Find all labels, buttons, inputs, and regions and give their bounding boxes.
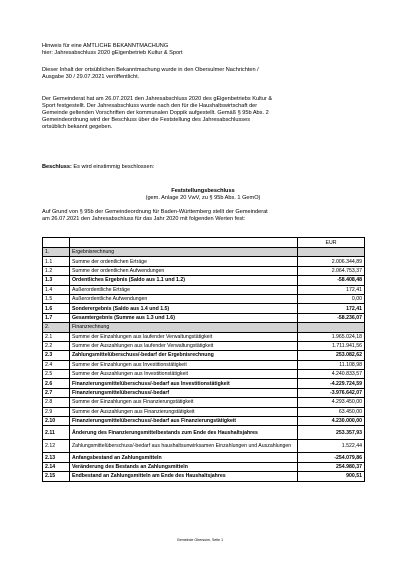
- row-number: 2.11: [43, 426, 70, 440]
- feststellung-text-line-1: Auf Grund von § 95b der Gemeindeordnung für Baden-Württemberg stellt der Gemeinderat: [42, 209, 268, 215]
- row-value: 1.965.024,18: [298, 332, 365, 341]
- row-number: 2.9: [43, 407, 70, 416]
- row-number: 2.10: [43, 417, 70, 426]
- row-value: -58.408,48: [298, 276, 365, 285]
- beschluss-paragraph: [42, 164, 364, 171]
- resolution-line-5: ortsüblich bekannt gegeben.: [42, 124, 113, 130]
- table-row: [43, 472, 365, 481]
- row-number: 2.1: [43, 332, 70, 341]
- resolution-line-2: Sport festgestellt. Der Jahresabschluss wurde nach den für die Haushaltswirtschaft der: [42, 103, 258, 109]
- row-number: 2.7: [43, 388, 70, 397]
- table-row: [43, 370, 365, 379]
- row-number: 2.: [43, 323, 70, 332]
- row-label: Finanzierungsmittelüberschuss/-bedarf aus Finanzierungstätigkeit: [70, 417, 298, 426]
- row-value: 900,51: [298, 472, 365, 481]
- feststellung-subtitle: (gem. Anlage 20 VwV, zu § 95b Abs. 1 GemO): [145, 195, 261, 201]
- row-label: Summe der Auszahlungen aus Investitionstätigkeit: [70, 370, 298, 379]
- table-row: [43, 341, 365, 350]
- row-value: 2.006.344,89: [298, 257, 365, 266]
- row-label: Außerordentliche Erträge: [70, 285, 298, 294]
- beschluss-label: Beschluss:: [42, 164, 72, 170]
- row-label: Endbestand an Zahlungsmitteln am Ende des Haushaltsjahres: [70, 472, 298, 481]
- row-number: 2.13: [43, 453, 70, 462]
- intro-line-2: Ausgabe 30 / 29.07.2021 veröffentlicht.: [42, 74, 140, 80]
- row-label: Sonderergebnis (Saldo aus 1.4 und 1.5): [70, 304, 298, 313]
- resolution-line-4: Gemeindeordnung wird der Beschluss über die Feststellung des Jahresabschlusses: [42, 117, 251, 123]
- row-label: Summe der ordentlichen Aufwendungen: [70, 266, 298, 275]
- feststellung-text-line-2: am 26.07.2021 den Jahresabschluss für das Jahr 2020 mit folgenden Werten fest:: [42, 216, 246, 222]
- row-number: 1.5: [43, 294, 70, 303]
- table-header-row: [43, 238, 365, 248]
- heading-line-1: Hinweis für eine AMTLICHE BEKANNTMACHUNG: [42, 43, 169, 49]
- row-value: 11.108,98: [298, 360, 365, 369]
- row-label: Finanzierungsmittelüberschuss/-bedarf: [70, 388, 298, 397]
- row-label: Finanzrechnung: [70, 323, 298, 332]
- row-value: 253.357,93: [298, 426, 365, 440]
- table-row: [43, 462, 365, 471]
- row-label: Summe der Einzahlungen aus Investitionstätigkeit: [70, 360, 298, 369]
- row-number: 2.14: [43, 462, 70, 471]
- row-value: -254.079,86: [298, 453, 365, 462]
- row-number: 2.5: [43, 370, 70, 379]
- table-row: [43, 313, 365, 322]
- row-label: Außerordentliche Aufwendungen: [70, 294, 298, 303]
- row-value: 2.064.753,37: [298, 266, 365, 275]
- table-section-row: [43, 323, 365, 332]
- table-header-blank-num: [43, 238, 70, 248]
- row-number: 2.8: [43, 398, 70, 407]
- row-number: 2.15: [43, 472, 70, 481]
- page-footer: Gemeinde Obersulm, Seite 1: [176, 538, 224, 542]
- row-label: Summe der Auszahlungen aus laufender Verwaltungstätigkeit: [70, 341, 298, 350]
- row-label: Summe der Auszahlungen aus Finanzierungstätigkeit: [70, 407, 298, 416]
- table-row: [43, 388, 365, 397]
- heading-line-2: hier: Jahresabschluss 2020 gEigenbetrieb Kultur & Sport: [42, 50, 183, 56]
- table-row: [43, 407, 365, 416]
- table-row: [43, 304, 365, 313]
- row-number: 2.3: [43, 351, 70, 360]
- row-value: 4.293.450,00: [298, 398, 365, 407]
- row-value: 1.522,44: [298, 439, 365, 453]
- row-number: 1.1: [43, 257, 70, 266]
- resolution-line-3: Gemeinde geltenden Vorschriften der kommunalen Doppik aufgestellt. Gemäß § 95b Abs. 2: [42, 110, 269, 116]
- row-label: Summe der Einzahlungen aus Finanzierungstätigkeit: [70, 398, 298, 407]
- row-value: 254.980,37: [298, 462, 365, 471]
- row-label: Gesamtergebnis (Summe aus 1.3 und 1.6): [70, 313, 298, 322]
- row-value: 4.240.833,57: [298, 370, 365, 379]
- row-value: 172,41: [298, 285, 365, 294]
- table-row: [43, 439, 365, 453]
- table-row: [43, 266, 365, 275]
- intro-line-1: Dieser Inhalt der ortsüblichen Bekanntmachung wurde in den Obersulmer Nachrichten /: [42, 67, 259, 73]
- table-row: [43, 398, 365, 407]
- row-value: [298, 323, 365, 332]
- row-number: 2.6: [43, 379, 70, 388]
- row-label: Ergebnisrechnung: [70, 248, 298, 257]
- table-row: [43, 379, 365, 388]
- table-row: [43, 360, 365, 369]
- row-label: Finanzierungsmittelüberschuss/-bedarf aus Investitionstätigkeit: [70, 379, 298, 388]
- table-row: [43, 285, 365, 294]
- table-row: [43, 417, 365, 426]
- row-value: [298, 248, 365, 257]
- row-label: Summe der ordentlichen Erträge: [70, 257, 298, 266]
- row-number: 1.: [43, 248, 70, 257]
- row-number: 2.4: [43, 360, 70, 369]
- table-section-row: [43, 248, 365, 257]
- table-row: [43, 276, 365, 285]
- row-number: 1.3: [43, 276, 70, 285]
- row-value: 0,00: [298, 294, 365, 303]
- table-header-currency: EUR: [298, 238, 365, 248]
- row-number: 1.4: [43, 285, 70, 294]
- row-value: -4.229.724,59: [298, 379, 365, 388]
- row-number: 1.2: [43, 266, 70, 275]
- row-label: Anfangsbestand an Zahlungsmitteln: [70, 453, 298, 462]
- row-label: Summe der Einzahlungen aus laufender Verwaltungstätigkeit: [70, 332, 298, 341]
- beschluss-text: Es wird einstimmig beschlossen:: [71, 164, 155, 170]
- table-row: [43, 294, 365, 303]
- row-value: 172,41: [298, 304, 365, 313]
- financial-table-body: [43, 238, 365, 482]
- row-value: 253.082,62: [298, 351, 365, 360]
- row-label: Ordentliches Ergebnis (Saldo aus 1.1 und 1.2): [70, 276, 298, 285]
- table-row: [43, 453, 365, 462]
- row-label: Veränderung des Bestands an Zahlungsmitteln: [70, 462, 298, 471]
- row-number: 2.12: [43, 439, 70, 453]
- row-value: -58.236,07: [298, 313, 365, 322]
- row-label: Zahlungsmittelüberschuss/-bedarf aus haushaltsunwirksamen Einzahlungen und Auszahlungen: [70, 439, 298, 453]
- row-value: 63.450,00: [298, 407, 365, 416]
- row-value: -3.976.642,07: [298, 388, 365, 397]
- row-value: 1.711.941,56: [298, 341, 365, 350]
- row-number: 1.6: [43, 304, 70, 313]
- row-number: 2.2: [43, 341, 70, 350]
- row-label: Änderung des Finanzierungsmittelbestands zum Ende des Haushaltsjahres: [70, 426, 298, 440]
- table-row: [43, 426, 365, 440]
- table-row: [43, 257, 365, 266]
- financial-table: [42, 237, 365, 482]
- row-number: 1.7: [43, 313, 70, 322]
- table-row: [43, 332, 365, 341]
- resolution-line-1: Der Gemeinderat hat am 26.07.2021 den Jahresabschluss 2020 des gEigenbetriebs Kultur &: [42, 96, 273, 102]
- table-row: [43, 351, 365, 360]
- feststellung-title: Feststellungsbeschluss: [171, 188, 235, 194]
- table-header-blank-label: [70, 238, 298, 248]
- row-value: 4.230.000,00: [298, 417, 365, 426]
- row-label: Zahlungsmittelüberschuss/-bedarf der Ergebnisrechnung: [70, 351, 298, 360]
